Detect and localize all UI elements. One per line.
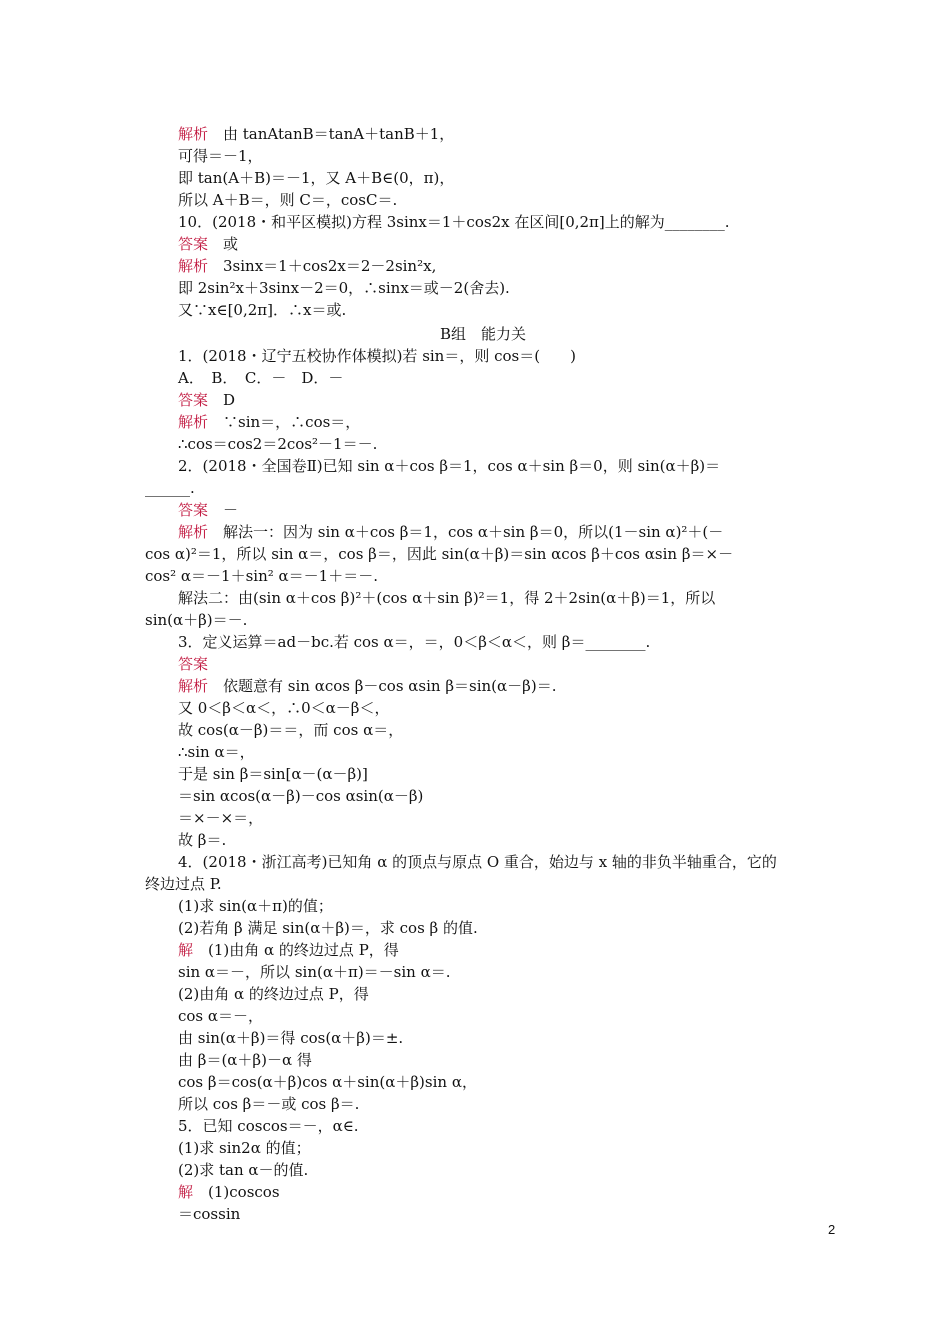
line-text: 2．(2018・全国卷Ⅱ)已知 sin α＋cos β＝1，cos α＋sin β＝0，则 sin(α＋β)＝ [178,457,721,475]
text-line [178,1006,263,1026]
text-line [178,742,255,762]
line-text: 1．(2018・辽宁五校协作体模拟)若 sin＝，则 cos＝( ) [178,347,576,365]
answer-label: 答案 [178,235,209,253]
text-line [178,764,368,784]
text-line [178,1116,359,1136]
line-text: 或 [208,235,239,253]
text-line [178,234,238,254]
text-line [178,720,403,740]
line-text: 终边过点 P. [145,875,222,893]
page-number: 2 [828,1222,836,1237]
line-text: 10．(2018・和平区模拟)方程 3sinx＝1＋cos2x 在区间[0,2π]上的解为________. [178,213,730,231]
text-line [145,544,733,564]
text-line [178,1182,280,1202]
line-text: 所以 cos β＝－或 cos β＝. [178,1095,360,1113]
answer-label: 解 [178,941,194,959]
text-line [178,1204,240,1224]
line-text: ∵sin＝，∴cos＝， [208,413,361,431]
line-text: cos² α＝－1＋sin² α＝－1＋＝－. [145,567,378,585]
text-line [178,588,715,608]
line-text: sin(α＋β)＝－. [145,611,248,629]
line-text: 即 tan(A＋B)＝－1，又 A＋B∈(0，π)， [178,169,455,187]
line-text: cos α＝－， [178,1007,264,1025]
answer-label: 解 [178,1183,194,1201]
text-line [145,566,378,586]
text-line [178,368,343,388]
text-line [178,698,389,718]
text-line [178,830,226,850]
line-text: 依题意有 sin αcos β－cos αsin β＝sin(α－β)＝. [208,677,557,695]
line-text: ∴cos＝cos2＝2cos²－1＝－. [178,435,378,453]
answer-label: 解析 [178,257,209,275]
text-line [178,500,238,520]
line-text: 故 cos(α－β)＝＝，而 cos α＝， [178,721,404,739]
line-text: B组 能力关 [440,325,527,343]
line-text: ＝sin αcos(α－β)－cos αsin(α－β) [178,787,424,805]
text-line [178,278,510,298]
text-line [178,896,333,916]
line-text: (2)由角 α 的终边过点 P，得 [178,985,369,1003]
line-text: 故 β＝. [178,831,227,849]
line-text: ＝×－×＝， [178,809,264,827]
text-line [178,1050,312,1070]
text-line [178,918,478,938]
text-line [178,1160,308,1180]
text-line [178,808,263,828]
text-line [178,676,556,696]
line-text: sin α＝－，所以 sin(α＋π)＝－sin α＝. [178,963,451,981]
text-line [178,852,777,872]
line-text: (1)由角 α 的终边过点 P，得 [193,941,399,959]
line-text: 又 0＜β＜α＜，∴0＜α－β＜， [178,699,390,717]
line-text: A． B． C．－ D．－ [178,369,344,387]
text-line [178,940,399,960]
text-line [178,146,263,166]
text-line [178,434,377,454]
answer-label: 答案 [178,655,209,673]
text-line [178,1094,359,1114]
line-text: cos β＝cos(α＋β)cos α＋sin(α＋β)sin α， [178,1073,477,1091]
line-text: 解法二：由(sin α＋cos β)²＋(cos α＋sin β)²＝1，得 2＋2sin(α＋β)＝1，所以 [178,589,716,607]
line-text: 由 sin(α＋β)＝得 cos(α＋β)＝±. [178,1029,404,1047]
line-text: 所以 A＋B＝，则 C＝，cosC＝. [178,191,398,209]
text-line [178,1028,403,1048]
text-line [178,456,720,476]
text-line [178,984,369,1004]
line-text: 由 tanAtanB＝tanA＋tanB＋1， [208,125,455,143]
line-text: 4．(2018・浙江高考)已知角 α 的顶点与原点 O 重合，始边与 x 轴的非负半轴重合，它的 [178,853,777,871]
text-line [178,412,360,432]
text-line [178,190,397,210]
line-text: ＝cossin [178,1205,241,1223]
line-text: D [208,391,236,409]
text-line [178,124,454,144]
line-text: 5．已知 coscos＝－，α∈. [178,1117,359,1135]
text-line [178,962,451,982]
line-text: ______. [145,479,195,497]
line-text: (1)coscos [193,1183,280,1201]
answer-label: 答案 [178,501,209,519]
line-text: 又∵x∈[0,2π]．∴x＝或. [178,301,347,319]
text-line [178,390,235,410]
text-line [440,324,526,344]
text-line [178,346,576,366]
line-text: ∴sin α＝， [178,743,255,761]
text-line [178,522,723,542]
answer-label: 解析 [178,125,209,143]
text-line [145,874,222,894]
text-line [178,786,423,806]
text-line [178,168,454,188]
line-text: (1)求 sin2α 的值； [178,1139,311,1157]
line-text: (2)求 tan α－的值. [178,1161,309,1179]
text-line [178,1138,311,1158]
text-line [178,256,436,276]
text-line [178,654,208,674]
line-text: － [208,501,239,519]
answer-label: 答案 [178,391,209,409]
text-line [178,632,650,652]
answer-label: 解析 [178,523,209,541]
answer-label: 解析 [178,677,209,695]
line-text: 于是 sin β＝sin[α－(α－β)] [178,765,368,783]
text-line [178,212,730,232]
line-text: (1)求 sin(α＋π)的值； [178,897,333,915]
line-text: 由 β＝(α＋β)－α 得 [178,1051,312,1069]
line-text: 可得＝－1， [178,147,263,165]
line-text: cos α)²＝1，所以 sin α＝，cos β＝，因此 sin(α＋β)＝sin αcos β＋cos αsin β＝×－ [145,545,734,563]
text-line [145,610,247,630]
line-text: 3sinx＝1＋cos2x＝2－2sin²x, [208,257,437,275]
text-line [178,1072,477,1092]
line-text: 即 2sin²x＋3sinx－2＝0，∴sinx＝或－2(舍去). [178,279,510,297]
line-text: (2)若角 β 满足 sin(α＋β)＝，求 cos β 的值. [178,919,478,937]
text-line [145,478,195,498]
line-text: 解法一：因为 sin α＋cos β＝1，cos α＋sin β＝0，所以(1－sin α)²＋(－ [208,523,724,541]
line-text: 3．定义运算＝ad－bc.若 cos α＝，＝，0＜β＜α＜，则 β＝________. [178,633,651,651]
text-line [178,300,346,320]
answer-label: 解析 [178,413,209,431]
